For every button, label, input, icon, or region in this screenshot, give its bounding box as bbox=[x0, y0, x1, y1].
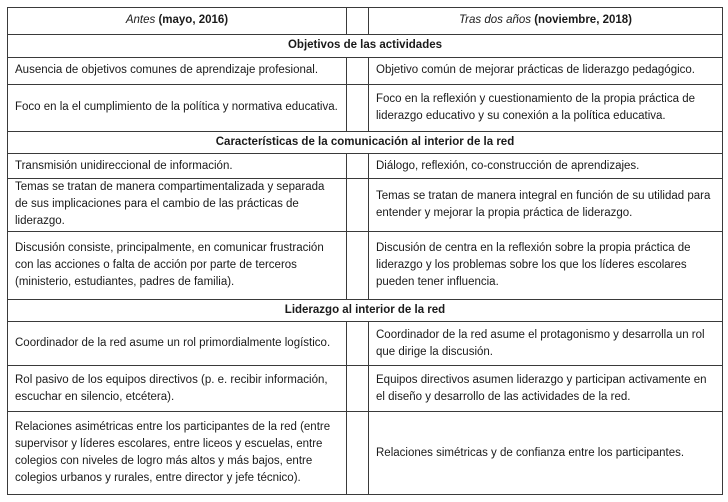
column-separator bbox=[347, 84, 369, 131]
section-title: Objetivos de las actividades bbox=[8, 34, 723, 58]
cell-tras: Diálogo, reflexión, co-construcción de aprendizajes. bbox=[369, 154, 723, 179]
cell-tras: Temas se tratan de manera integral en función de su utilidad para entender y mejorar la propia práctica de liderazgo. bbox=[369, 178, 723, 231]
table-row bbox=[8, 232, 723, 300]
cell-tras: Equipos directivos asumen liderazgo y participan activamente en el diseño y desarrollo de las actividades de la red. bbox=[369, 366, 723, 412]
cell-antes: Transmisión unidireccional de información. bbox=[8, 154, 347, 179]
column-separator bbox=[347, 412, 369, 495]
header-row bbox=[8, 8, 723, 35]
section-title: Características de la comunicación al interior de la red bbox=[8, 131, 723, 154]
cell-tras: Foco en la reflexión y cuestionamiento de la propia práctica de liderazgo educativo y su conexión a la política educativa. bbox=[369, 84, 723, 131]
section-row bbox=[8, 131, 723, 154]
cell-antes: Temas se tratan de manera compartimentalizada y separada de sus implicaciones para el cambio de las prácticas de liderazgo. bbox=[8, 178, 347, 231]
column-separator bbox=[347, 8, 369, 35]
column-separator bbox=[347, 322, 369, 366]
table-row bbox=[8, 84, 723, 131]
table-row bbox=[8, 178, 723, 231]
header-antes: Antes (mayo, 2016) bbox=[8, 8, 347, 35]
column-separator bbox=[347, 232, 369, 300]
cell-antes: Foco en la el cumplimiento de la política y normativa educativa. bbox=[8, 84, 347, 131]
cell-antes: Coordinador de la red asume un rol primordialmente logístico. bbox=[8, 322, 347, 366]
cell-tras: Objetivo común de mejorar prácticas de liderazgo pedagógico. bbox=[369, 58, 723, 85]
section-title: Liderazgo al interior de la red bbox=[8, 299, 723, 322]
column-separator bbox=[347, 366, 369, 412]
cell-antes: Ausencia de objetivos comunes de aprendizaje profesional. bbox=[8, 58, 347, 85]
column-separator bbox=[347, 58, 369, 85]
cell-tras: Relaciones simétricas y de confianza entre los participantes. bbox=[369, 412, 723, 495]
table-row bbox=[8, 154, 723, 179]
section-row bbox=[8, 34, 723, 58]
cell-antes: Discusión consiste, principalmente, en comunicar frustración con las acciones o falta de acción por parte de terceros (ministerio, estudiantes, padres de familia). bbox=[8, 232, 347, 300]
header-tras: Tras dos años (noviembre, 2018) bbox=[369, 8, 723, 35]
comparison-table bbox=[7, 7, 723, 495]
table-row bbox=[8, 322, 723, 366]
cell-antes: Relaciones asimétricas entre los participantes de la red (entre supervisor y líderes escolares, entre liceos y escuelas, entre colegios con niveles de logro más altos y más bajos, entre colegios urbanos y rurales, entre director y jefe técnico). bbox=[8, 412, 347, 495]
column-separator bbox=[347, 154, 369, 179]
table-row bbox=[8, 366, 723, 412]
table-row bbox=[8, 412, 723, 495]
cell-antes: Rol pasivo de los equipos directivos (p. e. recibir información, escuchar en silencio, etcétera). bbox=[8, 366, 347, 412]
column-separator bbox=[347, 178, 369, 231]
cell-tras: Coordinador de la red asume el protagonismo y desarrolla un rol que dirige la discusión. bbox=[369, 322, 723, 366]
table-row bbox=[8, 58, 723, 85]
cell-tras: Discusión de centra en la reflexión sobre la propia práctica de liderazgo y los problemas sobre los que los líderes escolares pueden tener influencia. bbox=[369, 232, 723, 300]
section-row bbox=[8, 299, 723, 322]
